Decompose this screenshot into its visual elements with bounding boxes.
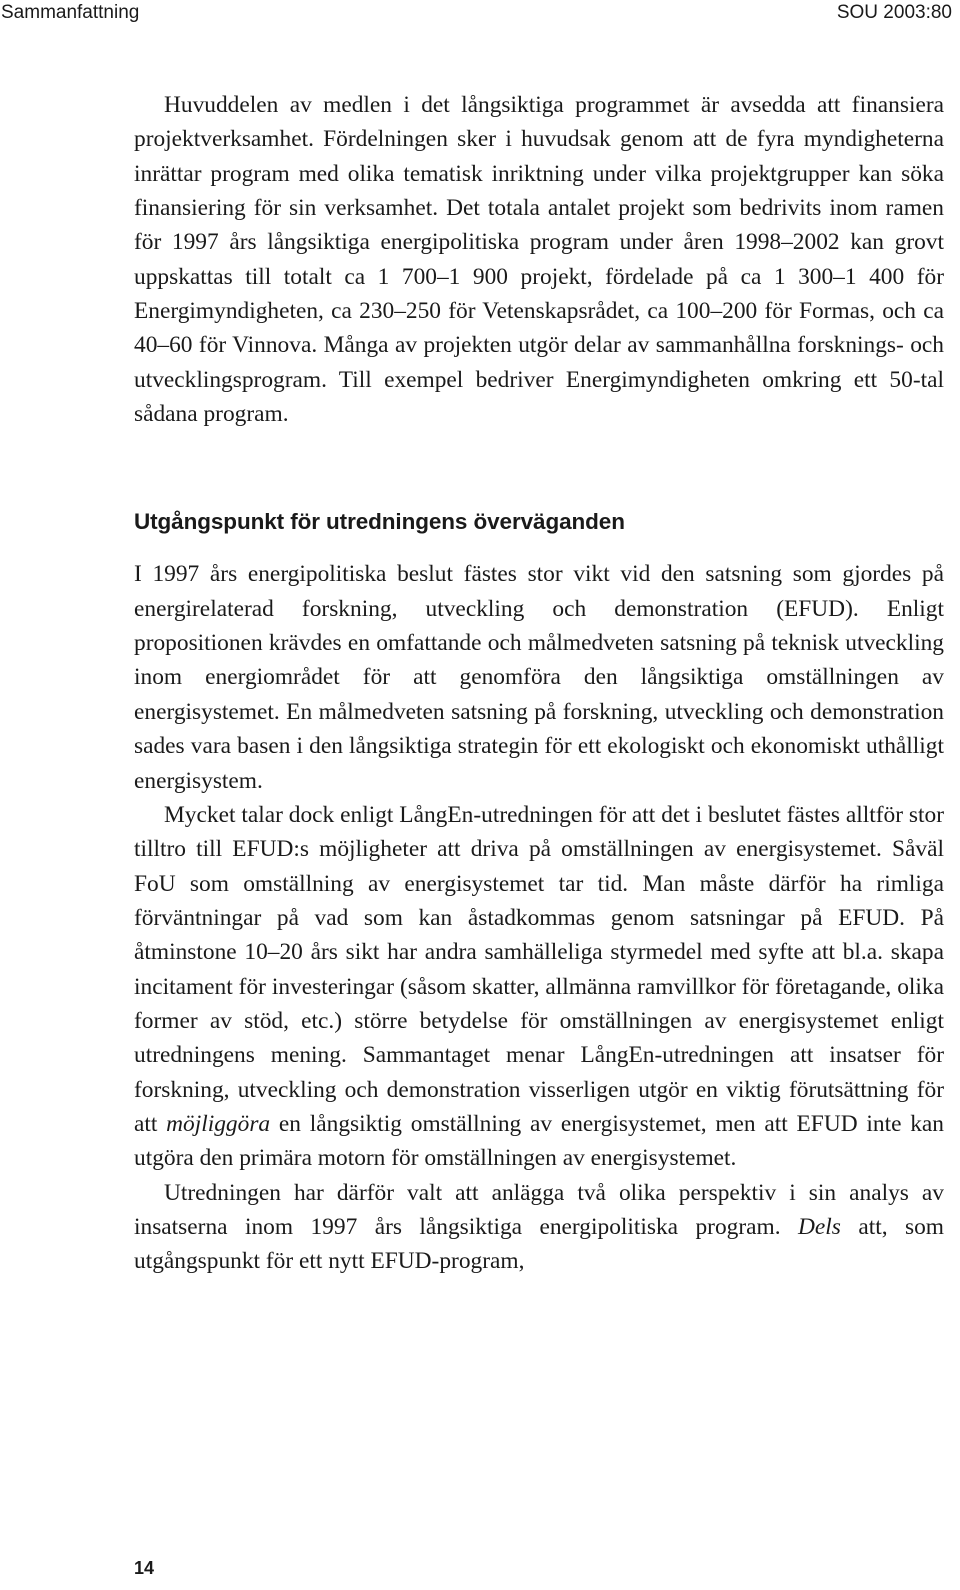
page-number: 14 [134,1558,155,1578]
paragraph-two-perspectives [134,1176,944,1279]
paragraph-efud-decision: I 1997 års energipolitiska beslut fästes stor vikt vid den satsning som gjordes på energirelaterad forskning, utveckling och demonstration (EFUD). Enligt propositionen krävdes en omfattande och målmedveten satsning på teknisk utveckling inom energiområdet för att genomföra den långsiktiga omställningen av energisystemet. En målmedveten satsning på forskning, utveckling och demonstration sades vara basen i den långsiktiga strategin för ett ekologiskt och ekonomiskt uthålligt energisystem. [134,561,944,794]
paragraph-text: en långsiktig omställning av energisystemet, men att EFUD inte kan utgöra den primära motorn för omställningen av energisystemet. [134,1110,944,1172]
section-heading: Utgångspunkt för utredningens överväganden [134,509,625,535]
paragraph-project-funding: Huvuddelen av medlen i det långsiktiga programmet är avsedda att finansiera projektverksamhet. Fördelningen sker i huvudsak genom att de fyra myndigheterna inrättar program med olika tematisk inriktning under vilka projektgrupper kan söka finansiering för sin verksamhet. Det totala antalet projekt som bedrivits inom ramen för 1997 års långsiktiga energipolitiska program under åren 1998–2002 kan grovt uppskattas till totalt ca 1 700–1 900 projekt, fördelade på ca 1 300–1 400 för Energimyndigheten, ca 230–250 för Vetenskapsrådet, ca 100–200 för Formas, och ca 40–60 för Vinnova. Många av projekten utgör delar av sammanhållna forsknings- och utvecklingsprogram. Till exempel bedriver Energimyndigheten omkring ett 50-tal sådana program. [134,92,944,428]
paragraph-text: Utredningen har därför valt att anlägga två olika perspektiv i sin analys av insatserna inom 1997 års långsiktiga energipolitiska program. [134,1179,944,1240]
emphasis-text: Dels [798,1213,841,1240]
header-document-id: SOU 2003:80 [836,2,952,23]
paragraph-efud-critique [134,798,944,1176]
paragraph-text: Mycket talar dock enligt LångEn-utredningen för att det i beslutet fästes alltför stor tilltro till EFUD:s möjligheter att driva på omställningen av energisystemet. Såväl FoU som omställning av energisystemet tar tid. Man måste därför ha rimliga förväntningar på vad som kan åstadkommas genom satsningar på EFUD. På åtminstone 10–20 års sikt har andra samhälleliga styrmedel med syfte att bl.a. skapa incitament för investeringar (såsom skatter, allmänna ramvillkor för företagande, olika former av stöd, etc.) större betydelse för omställningen av energisystemet enligt utredningens mening. Sammantaget menar LångEn-utredningen att insatser för forskning, utveckling och demonstration visserligen utgör en viktig förutsättning för att [134,801,944,1137]
page-body [134,88,944,1279]
emphasis-text: möjliggöra [166,1110,271,1137]
paragraph-text: att, som utgångspunkt för ett nytt EFUD-program, [134,1213,944,1275]
running-header [0,0,960,26]
header-section-title: Sammanfattning [1,2,140,23]
